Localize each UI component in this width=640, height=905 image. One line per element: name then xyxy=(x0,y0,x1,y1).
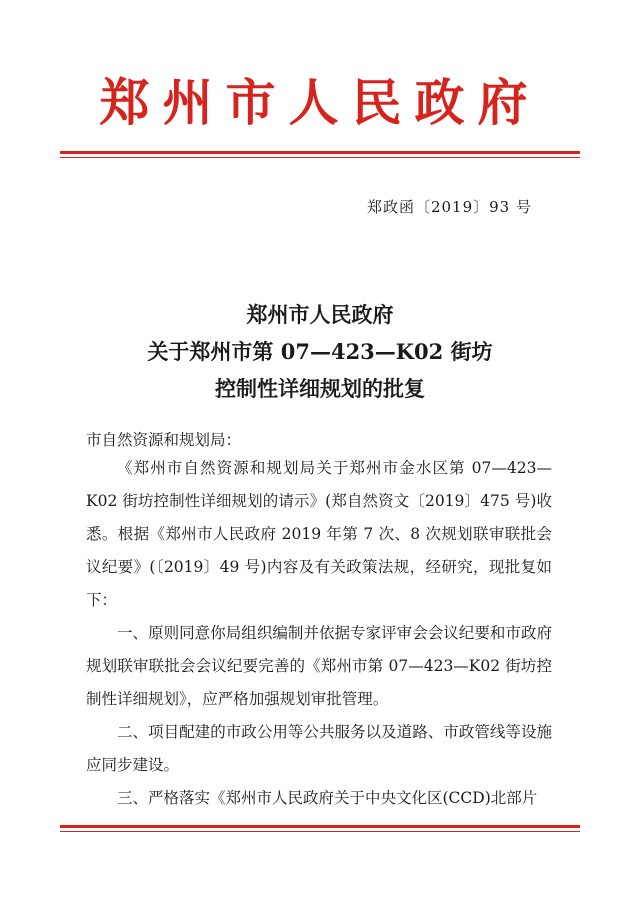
document-title-line-3: 控制性详细规划的批复 xyxy=(215,376,425,401)
footer-red-rule-thick xyxy=(60,825,580,828)
body-paragraph-1: 《郑州市自然资源和规划局关于郑州市金水区第 07—423—K02 街坊控制性详细规划的请示》(郑自然资文〔2019〕475 号)收悉。根据《郑州市人民政府 2019 年第 7 次、8 次规划联审联批会议纪要》(〔2019〕49 号)内容及有关政策法规，经研究，现批复如下： xyxy=(86,459,552,609)
body-paragraph-3: 二、项目配建的市政公用等公共服务以及道路、市政管线等设施应同步建设。 xyxy=(86,723,552,774)
red-header-title: 郑州市人民政府 xyxy=(99,73,541,132)
body-paragraph-4: 三、严格落实《郑州市人民政府关于中央文化区(CCD)北部片 xyxy=(117,789,538,807)
document-title-line-2: 关于郑州市第 07—423—K02 街坊 xyxy=(147,339,493,364)
document-title-line-1: 郑州市人民政府 xyxy=(246,302,394,327)
header-red-rule-thin xyxy=(60,157,580,158)
body-paragraph-2: 一、原则同意你局组织编制并依据专家评审会会议纪要和市政府规划联审联批会会议纪要完善的《郑州市第 07—423—K02 街坊控制性详细规划》，应严格加强规划审批管理。 xyxy=(86,624,552,708)
addressee: 市自然资源和规划局： xyxy=(86,431,242,449)
document-number: 郑政函〔2019〕93 号 xyxy=(366,198,532,216)
footer-red-rule-thin xyxy=(60,831,580,832)
header-red-rule-thick xyxy=(60,151,580,154)
